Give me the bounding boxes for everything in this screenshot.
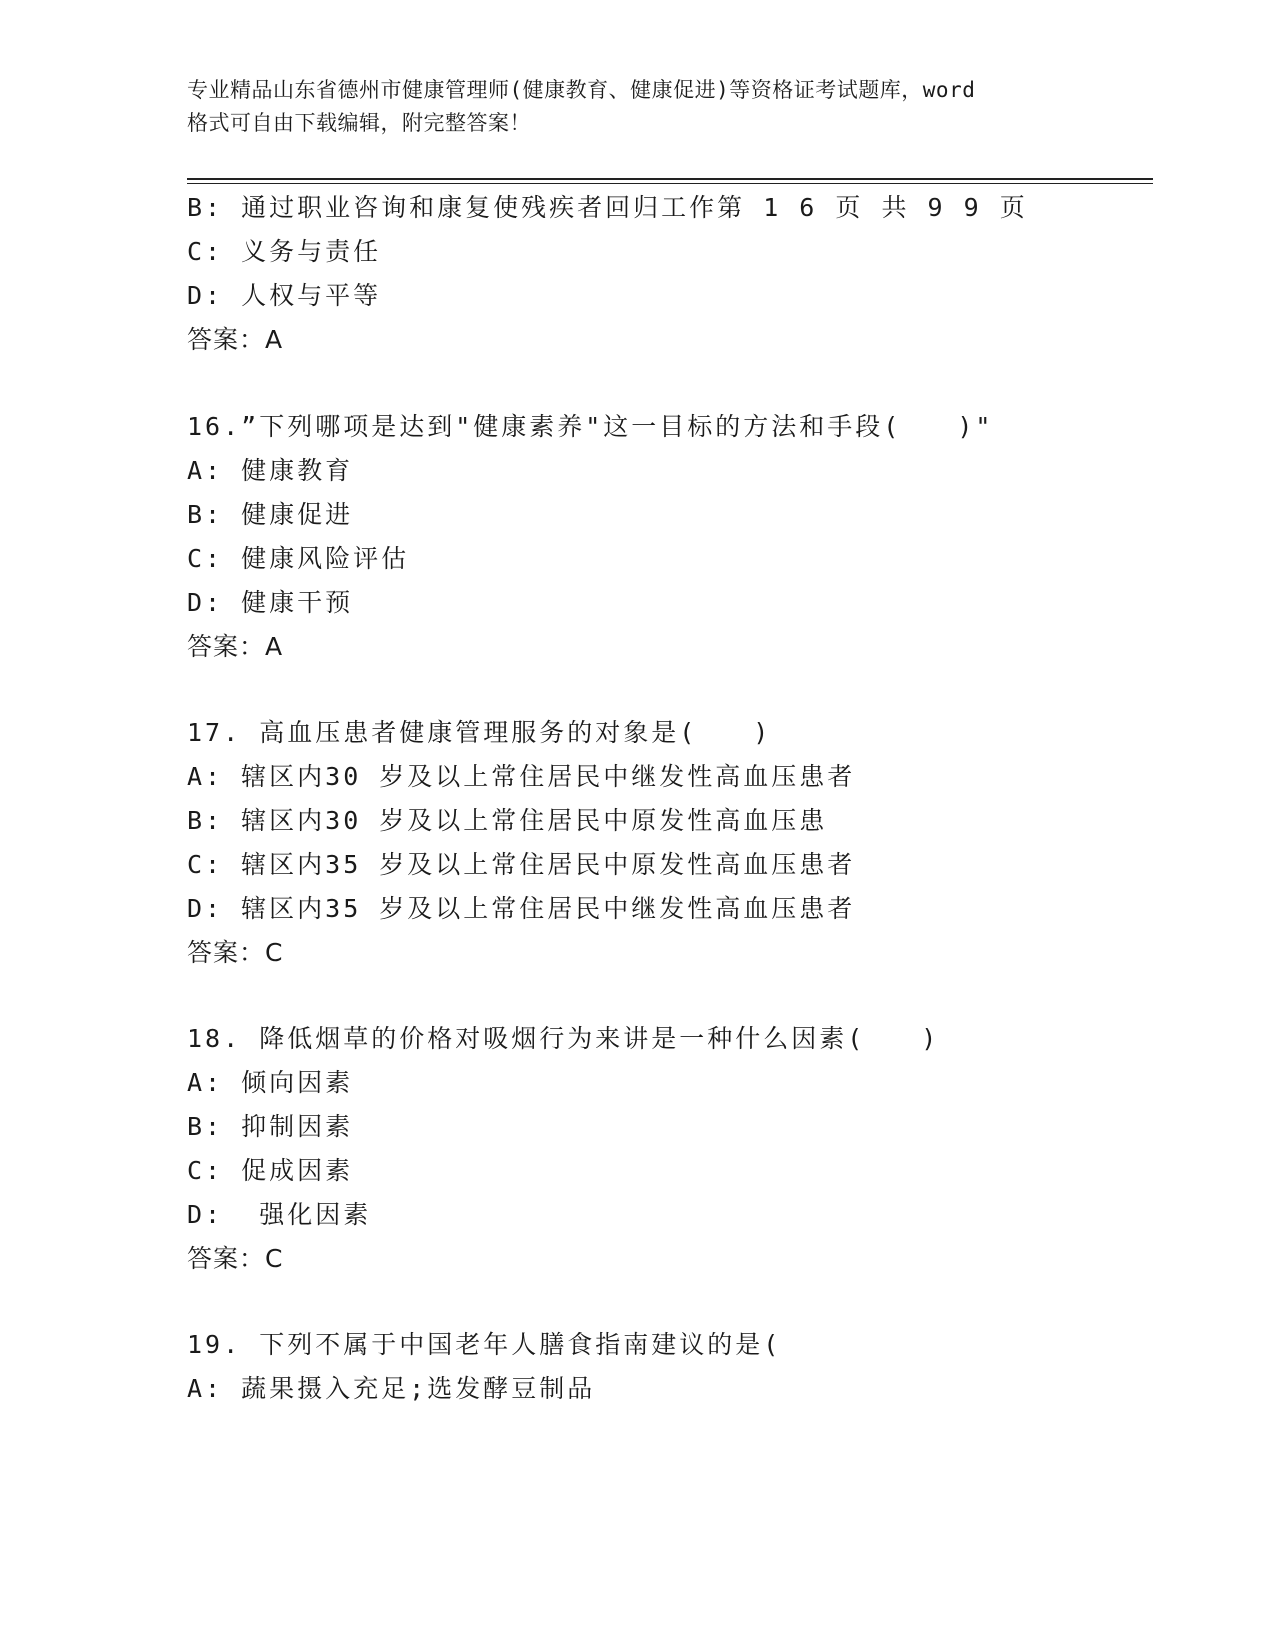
q16-option-c: C: 健康风险评估 xyxy=(187,544,410,573)
q16-option-d: D: 健康干预 xyxy=(187,588,354,617)
header-divider-thin xyxy=(187,183,1153,184)
document-header xyxy=(187,74,1087,140)
q17-option-c: C: 辖区内35 岁及以上常住居民中原发性高血压患者 xyxy=(187,850,856,879)
q18-question: 18. 降低烟草的价格对吸烟行为来讲是一种什么因素( ) xyxy=(187,1024,940,1053)
q19-option-a: A: 蔬果摄入充足;选发酵豆制品 xyxy=(187,1374,596,1403)
q17-option-a: A: 辖区内30 岁及以上常住居民中继发性高血压患者 xyxy=(187,762,856,791)
page-indicator: 第 1 6 页 共 9 9 页 xyxy=(717,193,1028,222)
q15-option-b: B: 通过职业咨询和康复使残疾者回归工作 xyxy=(187,193,718,222)
header-line-2: 格式可自由下载编辑，附完整答案！ xyxy=(187,111,531,135)
q16-option-b: B: 健康促进 xyxy=(187,500,354,529)
q18-option-d: D: 强化因素 xyxy=(187,1200,372,1229)
q19-question: 19. 下列不属于中国老年人膳食指南建议的是( xyxy=(187,1330,782,1359)
q17-option-d: D: 辖区内35 岁及以上常住居民中继发性高血压患者 xyxy=(187,894,856,923)
header-line-1: 专业精品山东省德州市健康管理师(健康教育、健康促进)等资格证考试题库，word xyxy=(187,78,976,102)
q16-answer: 答案：A xyxy=(187,632,284,661)
q17-question: 17. 高血压患者健康管理服务的对象是( ) xyxy=(187,718,772,747)
q18-option-c: C: 促成因素 xyxy=(187,1156,354,1185)
q16-option-a: A: 健康教育 xyxy=(187,456,354,485)
q18-option-b: B: 抑制因素 xyxy=(187,1112,354,1141)
q15-option-b-row xyxy=(187,192,1028,224)
q15-answer: 答案：A xyxy=(187,325,284,354)
q18-option-a: A: 倾向因素 xyxy=(187,1068,354,1097)
q15-option-d: D: 人权与平等 xyxy=(187,281,382,310)
q16-question: 16.”下列哪项是达到"健康素养"这一目标的方法和手段( )" xyxy=(187,412,994,441)
q15-option-c: C: 义务与责任 xyxy=(187,237,382,266)
q17-option-b: B: 辖区内30 岁及以上常住居民中原发性高血压患 xyxy=(187,806,828,835)
q17-answer: 答案：C xyxy=(187,938,284,967)
header-divider-thick xyxy=(187,178,1153,180)
q18-answer: 答案：C xyxy=(187,1244,284,1273)
